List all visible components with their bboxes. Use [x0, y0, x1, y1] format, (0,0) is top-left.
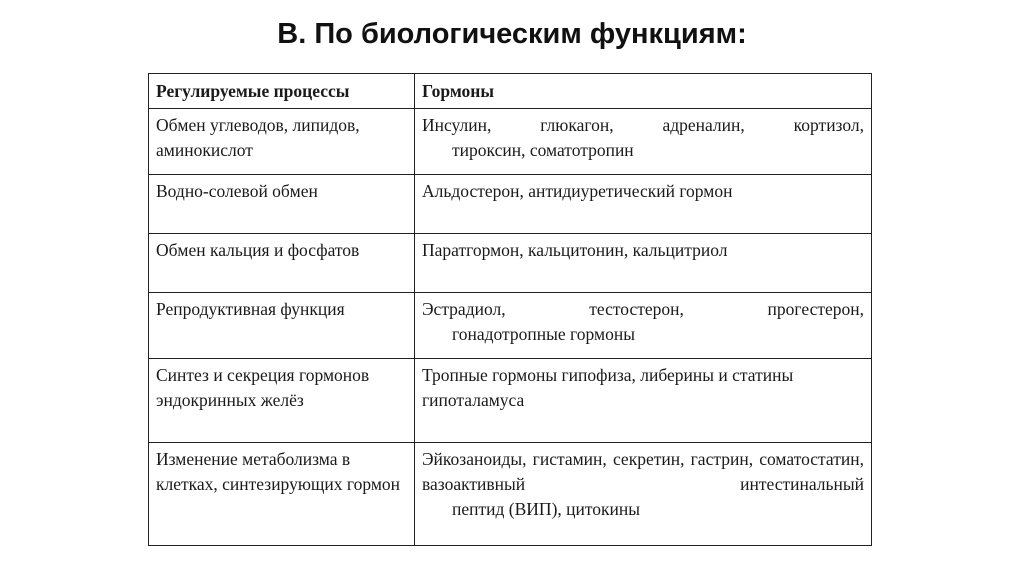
page-title: В. По биологическим функциям:: [277, 18, 747, 50]
table-row: [149, 175, 872, 234]
process-cell: Обмен кальция и фосфатов: [149, 234, 415, 293]
hormones-cell: [415, 234, 872, 293]
table-row: [149, 293, 872, 359]
hormones-text-line2: пептид (ВИП), цитокины: [452, 499, 641, 519]
hormones-cell: [415, 443, 872, 546]
table-row: [149, 234, 872, 293]
hormones-table: [148, 73, 872, 546]
hormones-text-line1: Инсулин, глюкагон, адреналин, кортизол,: [422, 115, 864, 135]
hormones-cell: [415, 359, 872, 443]
column-header-hormones: Гормоны: [415, 74, 872, 109]
table-row: [149, 359, 872, 443]
hormones-text-line1: Тропные гормоны гипофиза, либерины и статины гипоталамуса: [422, 365, 794, 410]
table-row: [149, 443, 872, 546]
hormones-cell: [415, 109, 872, 175]
process-cell: Водно-солевой обмен: [149, 175, 415, 234]
hormones-text-line1: Эйкозаноиды, гистамин, секретин, гастрин, соматостатин, вазоактивный интестинальный: [422, 449, 864, 494]
process-cell: Репродуктивная функция: [149, 293, 415, 359]
process-cell: Изменение метаболизма в клетках, синтезирующих гормон: [149, 443, 415, 546]
process-cell: Синтез и секреция гормонов эндокринных желёз: [149, 359, 415, 443]
hormones-text-line1: Альдостерон, антидиуретический гормон: [422, 181, 733, 201]
hormones-cell: [415, 175, 872, 234]
hormones-text-line1: Паратгормон, кальцитонин, кальцитриол: [422, 240, 728, 260]
hormones-text-line2: тироксин, соматотропин: [452, 140, 634, 160]
table-row: [149, 109, 872, 175]
hormones-text-line2: гонадотропные гормоны: [452, 324, 635, 344]
column-header-processes: Регулируемые процессы: [149, 74, 415, 109]
process-cell: Обмен углеводов, липидов, аминокислот: [149, 109, 415, 175]
hormones-text-line1: Эстрадиол, тестостерон, прогестерон,: [422, 299, 864, 319]
hormones-cell: [415, 293, 872, 359]
table-header-row: [149, 74, 872, 109]
